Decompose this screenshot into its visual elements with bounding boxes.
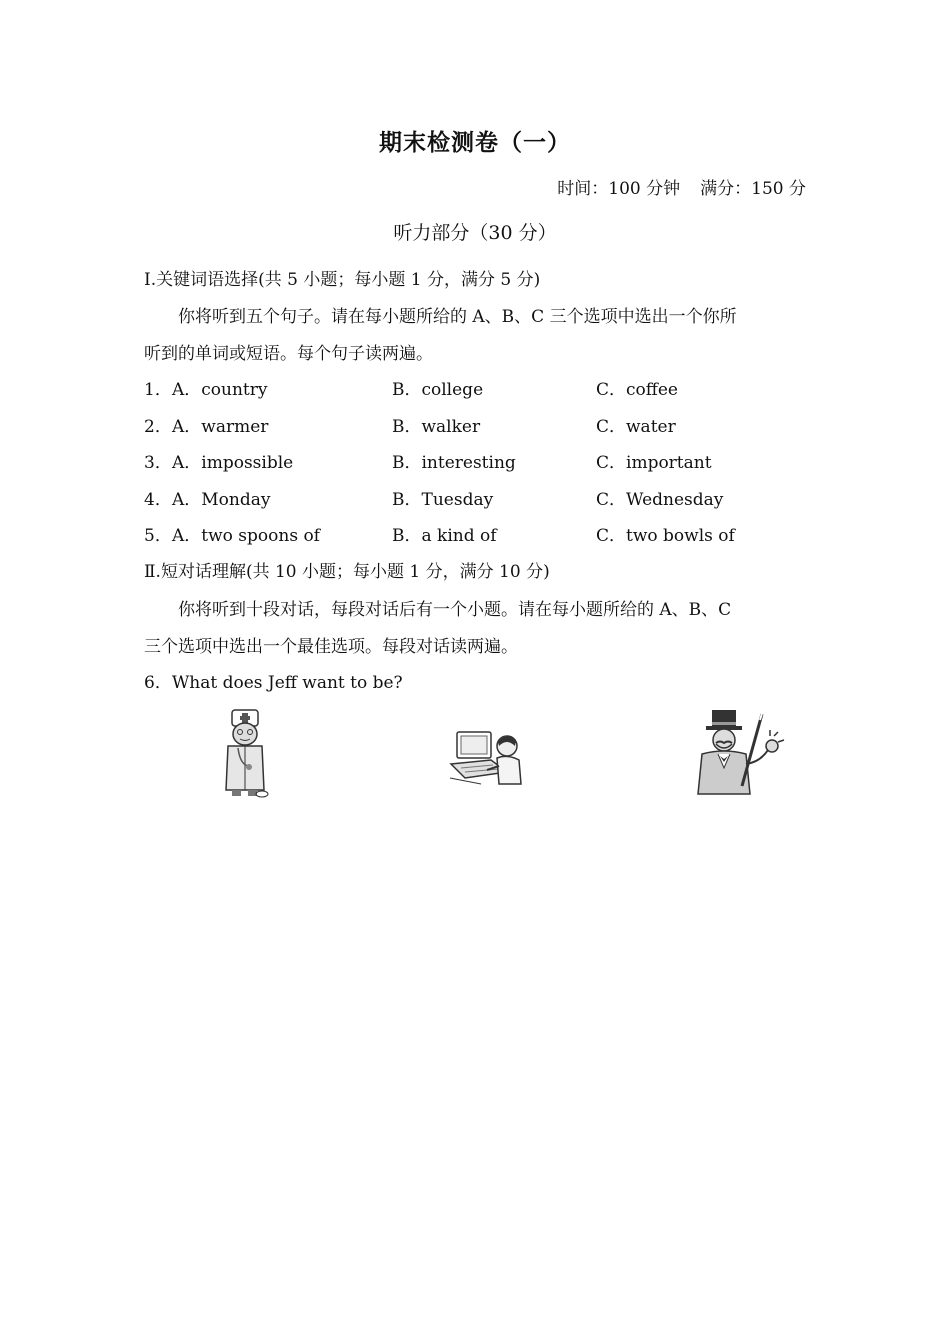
question-row: [144, 521, 814, 545]
page-title: 期末检测卷（一）: [379, 129, 571, 156]
time-limit: 时间：100 分钟: [557, 179, 681, 199]
question-row: [144, 448, 814, 472]
part1-instruction-1: 你将听到五个句子。请在每小题所给的 A、B、C 三个选项中选出一个你所: [178, 307, 737, 327]
option-b: B．a kind of: [392, 526, 497, 546]
question-number: 2．: [144, 417, 172, 437]
option-c: C．coffee: [596, 380, 678, 400]
option-c: C．two bowls of: [596, 526, 735, 546]
question-number: 5．: [144, 526, 172, 546]
option-a: A．warmer: [172, 417, 269, 437]
part2-instruction-2: 三个选项中选出一个最佳选项。每段对话读两遍。: [144, 637, 518, 657]
option-a: A．two spoons of: [172, 526, 320, 546]
listening-section-title: 听力部分（30 分）: [393, 222, 557, 244]
part2-instruction-1: 你将听到十段对话，每段对话后有一个小题。请在每小题所给的 A、B、C: [178, 600, 732, 620]
doctor-illustration: [218, 706, 274, 798]
question-row: [144, 412, 814, 436]
option-b: B．Tuesday: [392, 490, 494, 510]
option-c: C．important: [596, 453, 712, 473]
full-score: 满分：150 分: [700, 179, 806, 199]
exam-meta: [557, 174, 806, 199]
question-number: 1．: [144, 380, 172, 400]
part1-instruction-2: 听到的单词或短语。每个句子读两遍。: [144, 344, 433, 364]
question-number: 3．: [144, 453, 172, 473]
question-row: [144, 375, 814, 399]
magician-illustration: [694, 706, 788, 798]
part2-heading: Ⅱ.短对话理解(共 10 小题；每小题 1 分，满分 10 分): [144, 562, 550, 582]
option-a: A．Monday: [172, 490, 271, 510]
question-6: 6．What does Jeff want to be?: [144, 673, 403, 693]
option-c: C．water: [596, 417, 676, 437]
option-a: A．impossible: [172, 453, 294, 473]
option-b: B．walker: [392, 417, 481, 437]
option-b: B．interesting: [392, 453, 516, 473]
option-a: A．country: [172, 380, 268, 400]
question-row: [144, 485, 814, 509]
option-c: C．Wednesday: [596, 490, 724, 510]
option-b: B．college: [392, 380, 484, 400]
part1-heading: Ⅰ.关键词语选择(共 5 小题；每小题 1 分，满分 5 分): [144, 270, 541, 290]
computer-user-illustration: [447, 726, 525, 788]
question-number: 4．: [144, 490, 172, 510]
